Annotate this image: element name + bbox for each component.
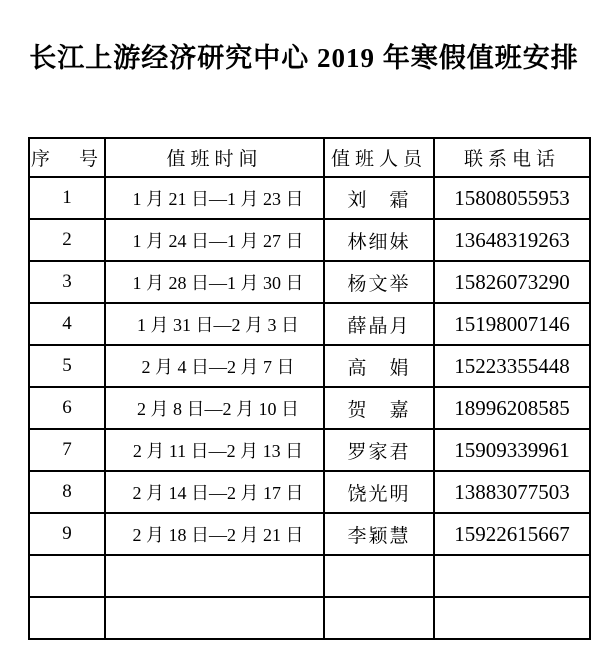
table-row	[29, 387, 590, 429]
cell-duty-time: 1 月 31 日—2 月 3 日	[105, 303, 324, 345]
cell-duty-person: 罗家君	[324, 429, 434, 471]
cell-duty-person: 高 娟	[324, 345, 434, 387]
cell-duty-person: 薛晶月	[324, 303, 434, 345]
table-row	[29, 345, 590, 387]
cell-no: 5	[29, 345, 105, 387]
table-row-empty	[29, 597, 590, 639]
table-row-empty	[29, 555, 590, 597]
cell-duty-person: 杨文举	[324, 261, 434, 303]
duty-table	[28, 137, 591, 640]
cell-duty-person	[324, 597, 434, 639]
table-row	[29, 261, 590, 303]
cell-no: 1	[29, 177, 105, 219]
cell-duty-time: 2 月 18 日—2 月 21 日	[105, 513, 324, 555]
header-no: 序 号	[29, 138, 105, 177]
table-row	[29, 513, 590, 555]
cell-duty-person: 饶光明	[324, 471, 434, 513]
cell-no: 2	[29, 219, 105, 261]
cell-no: 8	[29, 471, 105, 513]
header-duty-person: 值班人员	[324, 138, 434, 177]
cell-contact-phone: 15808055953	[434, 177, 590, 219]
header-duty-time: 值班时间	[105, 138, 324, 177]
cell-duty-time: 2 月 4 日—2 月 7 日	[105, 345, 324, 387]
cell-no: 6	[29, 387, 105, 429]
cell-contact-phone: 15198007146	[434, 303, 590, 345]
cell-duty-person: 李颖慧	[324, 513, 434, 555]
table-row	[29, 303, 590, 345]
header-contact-phone: 联系电话	[434, 138, 590, 177]
cell-duty-time	[105, 555, 324, 597]
cell-no: 3	[29, 261, 105, 303]
table-row	[29, 429, 590, 471]
cell-no: 9	[29, 513, 105, 555]
cell-contact-phone: 13883077503	[434, 471, 590, 513]
cell-contact-phone: 13648319263	[434, 219, 590, 261]
cell-duty-person: 林细妹	[324, 219, 434, 261]
table-row	[29, 177, 590, 219]
cell-contact-phone: 18996208585	[434, 387, 590, 429]
cell-no	[29, 555, 105, 597]
cell-contact-phone: 15826073290	[434, 261, 590, 303]
cell-contact-phone: 15922615667	[434, 513, 590, 555]
cell-contact-phone	[434, 555, 590, 597]
cell-duty-time	[105, 597, 324, 639]
cell-duty-time: 2 月 8 日—2 月 10 日	[105, 387, 324, 429]
cell-no	[29, 597, 105, 639]
page-title: 长江上游经济研究中心 2019 年寒假值班安排	[29, 43, 579, 73]
cell-duty-time: 1 月 28 日—1 月 30 日	[105, 261, 324, 303]
cell-contact-phone: 15909339961	[434, 429, 590, 471]
cell-duty-time: 2 月 11 日—2 月 13 日	[105, 429, 324, 471]
cell-duty-person: 刘 霜	[324, 177, 434, 219]
cell-contact-phone: 15223355448	[434, 345, 590, 387]
table-row	[29, 471, 590, 513]
cell-duty-time: 1 月 21 日—1 月 23 日	[105, 177, 324, 219]
cell-duty-person: 贺 嘉	[324, 387, 434, 429]
table-row	[29, 219, 590, 261]
table-header-row	[29, 138, 590, 177]
cell-no: 4	[29, 303, 105, 345]
cell-duty-time: 1 月 24 日—1 月 27 日	[105, 219, 324, 261]
cell-duty-time: 2 月 14 日—2 月 17 日	[105, 471, 324, 513]
cell-contact-phone	[434, 597, 590, 639]
cell-duty-person	[324, 555, 434, 597]
cell-no: 7	[29, 429, 105, 471]
